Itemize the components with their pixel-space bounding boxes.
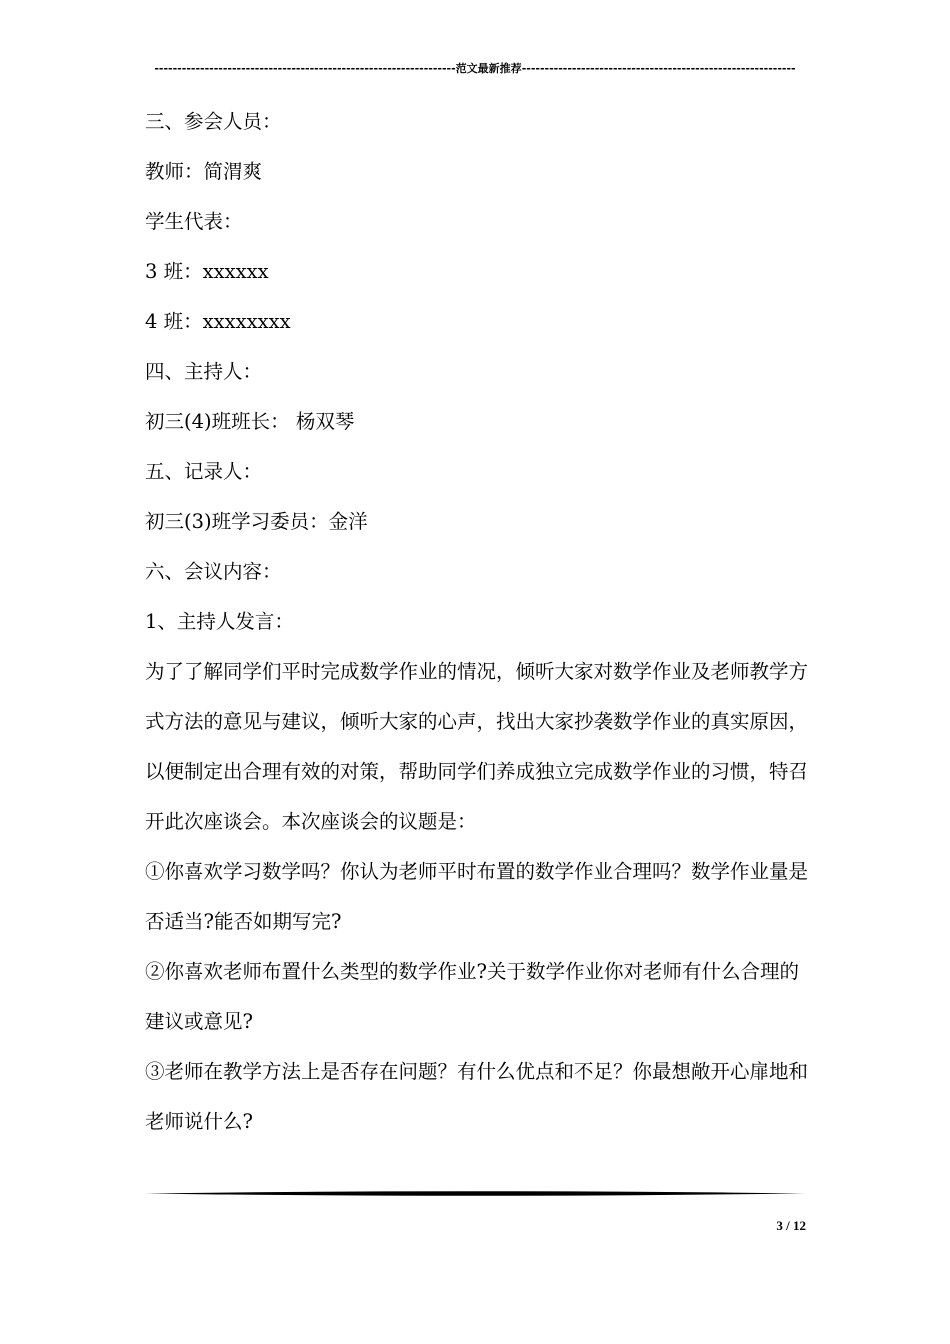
topic-item-3: ③老师在教学方法上是否存在问题？有什么优点和不足？你最想敞开心扉地和老师说什么? <box>145 1060 809 1133</box>
header-title: 范文最新推荐 <box>455 62 522 75</box>
page-number: 3 / 12 <box>776 1218 806 1233</box>
section-heading-attendees: 三、参会人员： <box>145 110 282 133</box>
class3-line: 3 班：xxxxxx <box>145 260 269 283</box>
class4-line: 4 班：xxxxxxxx <box>145 310 291 333</box>
host-line: 初三(4)班班长： 杨双琴 <box>145 410 355 433</box>
recorder-line: 初三(3)班学习委员：金洋 <box>145 510 368 533</box>
section-heading-recorder: 五、记录人： <box>145 460 263 483</box>
topic-item-2: ②你喜欢老师布置什么类型的数学作业?关于数学作业你对老师有什么合理的建议或意见? <box>145 960 799 1033</box>
student-rep-heading: 学生代表： <box>145 210 243 233</box>
section-heading-content: 六、会议内容： <box>145 560 282 583</box>
footer-divider <box>145 1190 805 1197</box>
header-dashes-right: ------------------------------------------------------------ <box>521 62 796 75</box>
header-dashes-left: ------------------------------------------------------------------ <box>154 62 456 75</box>
topic-item-1: ①你喜欢学习数学吗？你认为老师平时布置的数学作业合理吗？数学作业量是否适当?能否如期写完? <box>145 860 809 933</box>
section-heading-host: 四、主持人： <box>145 360 263 383</box>
document-body <box>145 97 815 1147</box>
page-header <box>145 60 805 78</box>
intro-paragraph: 为了了解同学们平时完成数学作业的情况，倾听大家对数学作业及老师教学方式方法的意见与建议，倾听大家的心声，找出大家抄袭数学作业的真实原因，以便制定出合理有效的对策，帮助同学们养成独立完成数学作业的习惯，特召开此次座谈会。本次座谈会的议题是： <box>145 660 809 833</box>
teacher-line: 教师：简渭爽 <box>145 160 263 183</box>
host-speech-heading: 1、主持人发言： <box>145 610 294 633</box>
